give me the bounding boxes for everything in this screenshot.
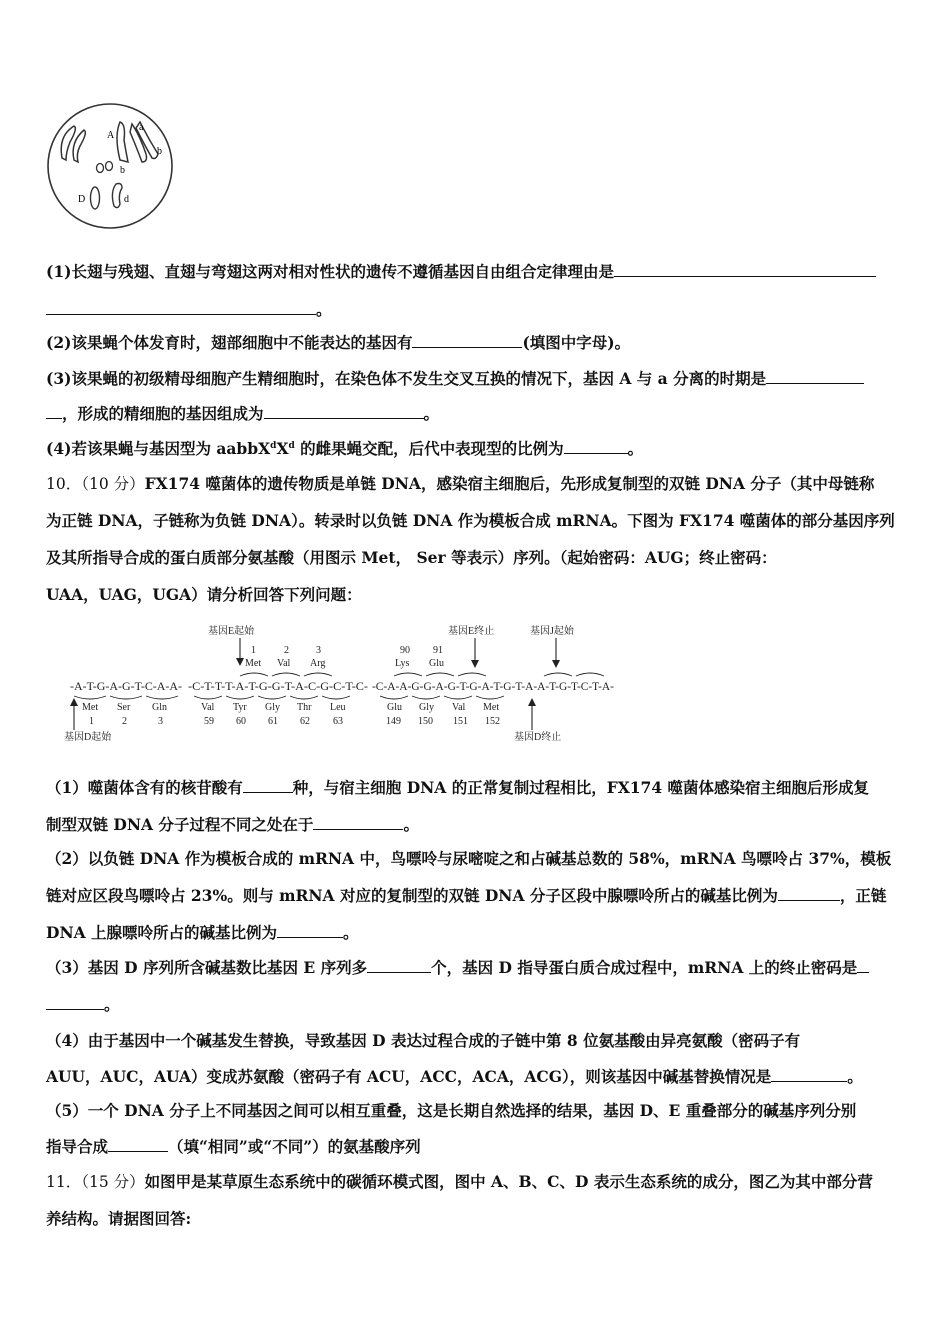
top-number: 3 — [316, 645, 321, 656]
arrowhead-j-start — [552, 660, 560, 668]
answer-blank[interactable] — [108, 1137, 168, 1152]
q10-sub1-line2: 制型双链 DNA 分子过程不同之处在于 。 — [46, 815, 419, 834]
answer-blank[interactable] — [778, 886, 840, 901]
gene-label-A: A — [107, 130, 115, 141]
dna-sequence-3: -C-A-A-G-G-A-G-T-G-A-T-G-T-A-A-T-G-T-C-T-A- — [372, 681, 615, 693]
bottom-amino-acid: Gly — [419, 702, 434, 713]
answer-blank[interactable] — [264, 404, 424, 419]
bottom-number: 60 — [236, 716, 246, 727]
answer-blank[interactable] — [857, 958, 869, 973]
chromosome-dot-1 — [97, 164, 104, 173]
q11-intro-line2: 养结构。请据图回答: — [46, 1209, 192, 1228]
bottom-number: 3 — [158, 716, 163, 727]
chromosome-d-left — [91, 187, 100, 209]
answer-blank[interactable] — [46, 300, 316, 315]
q10-intro-line2: 为正链 DNA，子链称为负链 DNA）。转录时以负链 DNA 作为模板合成 mRNA。下图为 FX174 噬菌体的部分基因序列 — [46, 511, 895, 530]
label-gene-j-start: 基因J起始 — [530, 626, 574, 637]
top-number: 1 — [251, 645, 256, 656]
answer-blank[interactable] — [564, 439, 628, 454]
q10-sub4-line1: （4）由于基因中一个碱基发生替换，导致基因 D 表达过程合成的子链中第 8 位氨基酸由异亮氨酸（密码子有 — [46, 1031, 801, 1050]
q9-part3-line1: (3)该果蝇的初级精母细胞产生精细胞时，在染色体不发生交叉互换的情况下，基因 A 与 a 分离的时期是 — [46, 369, 906, 389]
gene-sequence-figure — [60, 620, 630, 750]
gene-label-b-right: b — [157, 146, 162, 157]
bottom-number: 63 — [333, 716, 343, 727]
chromosome-dot-2 — [106, 162, 113, 171]
bottom-number: 151 — [453, 716, 468, 727]
dna-sequence-1: -A-T-G-A-G-T-C-A-A- — [70, 681, 183, 693]
bottom-number: 149 — [386, 716, 401, 727]
q10-sub2-line2: 链对应区段鸟嘌呤占 23%。则与 mRNA 对应的复制型的双链 DNA 分子区段中腺嘌呤所占的碱基比例为 ，正链 — [46, 886, 887, 905]
q11-intro-line1: 11．（15 分）如图甲是某草原生态系统中的碳循环模式图，图中 A、B、C、D 表示生态系统的成分，图乙为其中部分营 — [46, 1172, 873, 1191]
q10-intro-line3: 及其所指导合成的蛋白质部分氨基酸（用图示 Met， Ser 等表示）序列。（起始密码：AUG；终止密码： — [46, 548, 777, 567]
q10-intro-line4: UAA，UAG，UGA）请分析回答下列问题： — [46, 585, 362, 604]
label-gene-d-end: 基因D终止 — [514, 732, 562, 743]
answer-blank[interactable] — [46, 404, 62, 419]
q10-sub5-line1: （5）一个 DNA 分子上不同基因之间可以相互重叠，这是长期自然选择的结果，基因 D、E 重叠部分的碱基序列分别 — [46, 1101, 857, 1120]
bottom-amino-acid: Thr — [297, 702, 312, 713]
answer-blank[interactable] — [277, 923, 343, 938]
arrowhead-d-start — [70, 698, 78, 706]
gene-label-b-left: b — [120, 165, 125, 176]
cell-outline — [48, 104, 172, 228]
bottom-number: 2 — [122, 716, 127, 727]
gene-label-d: d — [124, 194, 129, 205]
label-gene-e-end: 基因E终止 — [448, 626, 495, 637]
bottom-amino-acid: Met — [483, 702, 500, 713]
top-number: 90 — [400, 645, 410, 656]
top-amino-acid: Glu — [429, 658, 444, 669]
answer-blank[interactable] — [771, 1067, 847, 1082]
top-amino-acid: Val — [277, 658, 291, 669]
top-number: 91 — [433, 645, 443, 656]
label-gene-d-start: 基因D起始 — [64, 732, 112, 743]
q10-sub2-line3: DNA 上腺嘌呤所占的碱基比例为 。 — [46, 923, 359, 942]
top-amino-acid: Met — [245, 658, 262, 669]
bottom-number: 62 — [300, 716, 310, 727]
q9-part2: (2)该果蝇个体发育时，翅部细胞中不能表达的基因有 (填图中字母)。 — [46, 333, 631, 352]
dna-sequence-2: -C-T-T-T-A-T-G-G-T-A-C-G-C-T-C- — [188, 681, 369, 693]
arrowhead-e-end — [471, 660, 479, 668]
top-number: 2 — [284, 645, 289, 656]
arrowhead-e-start — [236, 658, 244, 666]
bottom-number: 1 — [89, 716, 94, 727]
bottom-number: 152 — [485, 716, 500, 727]
bottom-amino-acid: Val — [201, 702, 215, 713]
answer-blank[interactable] — [367, 958, 431, 973]
bottom-amino-acid: Gly — [265, 702, 280, 713]
q10-sub1-line1: （1）噬菌体含有的核苷酸有 种，与宿主细胞 DNA 的正常复制过程相比，FX174 噬菌体感染宿主细胞后形成复 — [46, 778, 870, 797]
answer-blank[interactable] — [412, 333, 522, 348]
bottom-amino-acid: Val — [452, 702, 466, 713]
chromosome-d-right — [112, 184, 122, 208]
codon-bracket-bottom — [74, 696, 504, 699]
top-amino-acid: Arg — [310, 658, 326, 669]
bottom-number: 150 — [418, 716, 433, 727]
q9-part1-line2: 。 — [46, 300, 906, 320]
q10-sub2-line1: （2）以负链 DNA 作为模板合成的 mRNA 中，鸟嘌呤与尿嘧啶之和占碱基总数的 58%，mRNA 鸟嘌呤占 37%，模板 — [46, 849, 892, 868]
bottom-amino-acid: Glu — [387, 702, 402, 713]
question-number: 11．（15 分） — [46, 1173, 145, 1191]
answer-blank[interactable] — [313, 815, 403, 830]
answer-blank[interactable] — [243, 778, 293, 793]
q10-intro-line1: 10．（10 分）FX174 噬菌体的遗传物质是单链 DNA，感染宿主细胞后，先形成复制型的双链 DNA 分子（其中母链称 — [46, 474, 875, 493]
gene-label-a: a — [139, 122, 144, 133]
q10-sub5-line2: 指导合成 （填“相同”或“不同”）的氨基酸序列 — [46, 1137, 421, 1156]
bottom-amino-acid: Ser — [117, 702, 131, 713]
bottom-amino-acid: Gln — [152, 702, 167, 713]
answer-blank[interactable] — [614, 262, 876, 277]
bottom-amino-acid: Leu — [330, 702, 346, 713]
top-amino-acid: Lys — [395, 658, 410, 669]
bottom-number: 61 — [268, 716, 278, 727]
q10-sub4-line2: AUU，AUC，AUA）变成苏氨酸（密码子有 ACU，ACC，ACA，ACG），则该基因中碱基替换情况是 。 — [46, 1067, 863, 1086]
q9-part3-line2: ，形成的精细胞的基因组成为 。 — [46, 404, 906, 424]
bottom-amino-acid: Met — [82, 702, 99, 713]
answer-blank[interactable] — [766, 369, 864, 384]
q10-sub3-line2: 。 — [46, 995, 906, 1015]
q9-part4: (4)若该果蝇与基因型为 $aabbX^dX^d$ 的雌果蝇交配，后代中表现型的比例为 。 — [46, 439, 644, 458]
label-gene-e-start: 基因E起始 — [208, 626, 255, 637]
bottom-number: 59 — [204, 716, 214, 727]
q10-sub3-line1: （3）基因 D 序列所含碱基数比基因 E 序列多 个，基因 D 指导蛋白质合成过程中，mRNA 上的终止密码是 — [46, 958, 906, 978]
cell-chromosome-figure — [40, 96, 180, 236]
chromosome-left-2 — [73, 130, 85, 162]
q9-part1-line1: (1)长翅与残翅、直翅与弯翅这两对相对性状的遗传不遵循基因自由组合定律理由是 — [46, 262, 906, 282]
codon-bracket-top — [240, 673, 604, 676]
gene-label-D: D — [78, 194, 86, 205]
chromosome-right-1 — [117, 122, 128, 162]
question-number: 10．（10 分） — [46, 475, 145, 493]
answer-blank[interactable] — [46, 995, 104, 1010]
bottom-amino-acid: Tyr — [233, 702, 247, 713]
arrowhead-d-end — [528, 698, 536, 706]
